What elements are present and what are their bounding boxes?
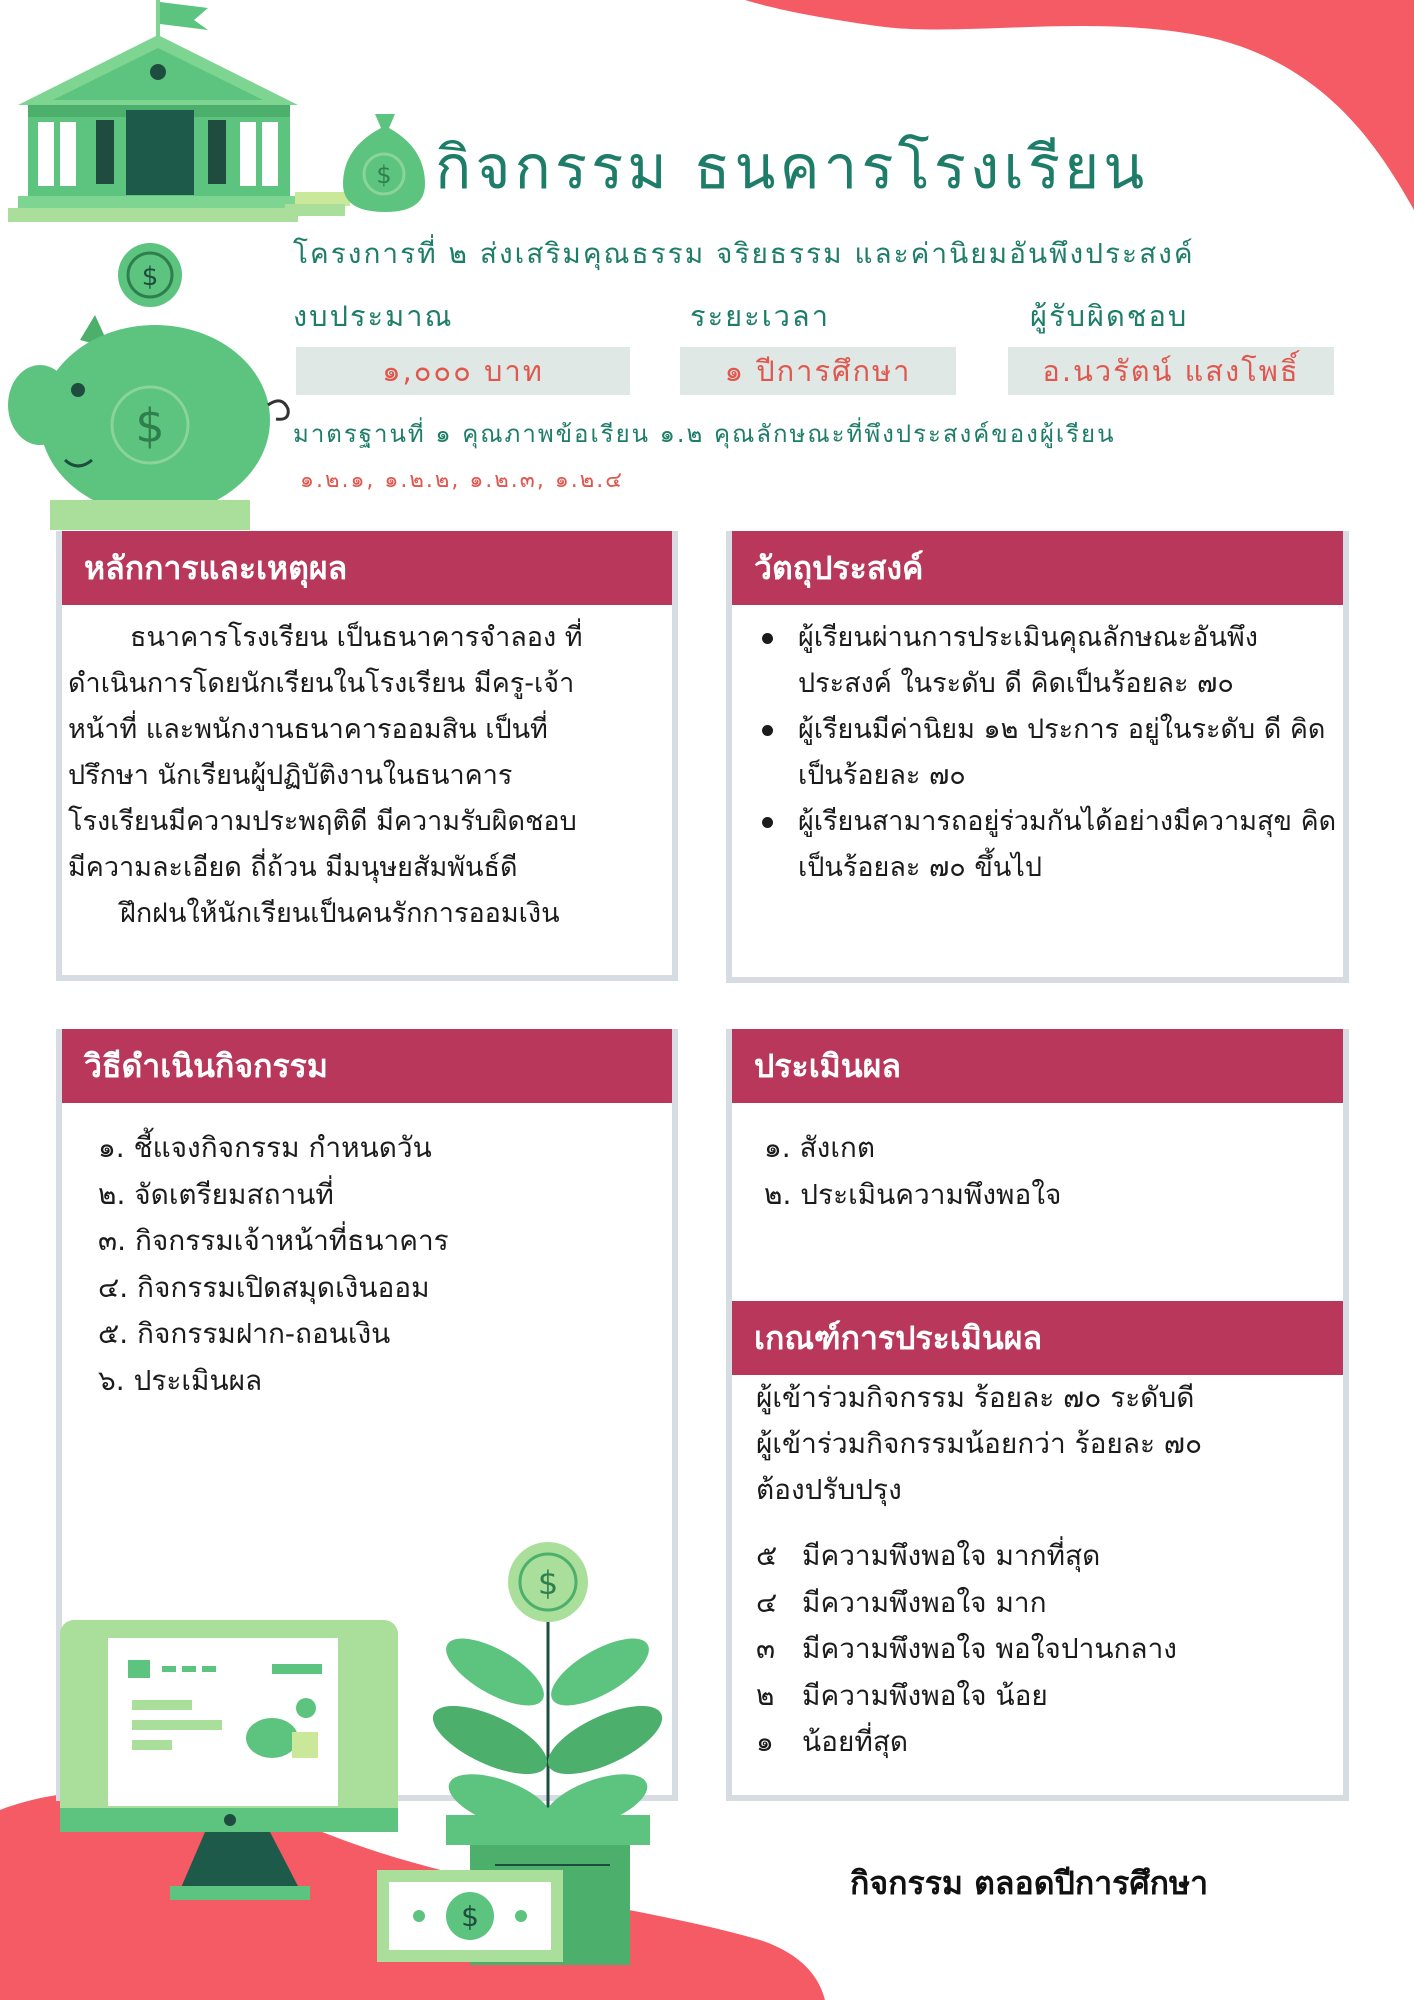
scale-level: ๕: [756, 1539, 778, 1572]
principles-panel: [56, 531, 678, 981]
scale-level: ๔: [756, 1585, 778, 1619]
scale-label: มีความพึงพอใจ น้อย: [802, 1678, 1048, 1712]
principles-heading: หลักการและเหตุผล: [62, 531, 672, 605]
objective-item: ผู้เรียนผ่านการประเมินคุณลักษณะอันพึงประสงค์ ในระดับ ดี คิดเป็นร้อยละ ๗๐: [736, 615, 1340, 707]
principles-line: หน้าที่ และพนักงานธนาคารออมสิน เป็นที่: [68, 714, 548, 745]
criteria-line: ผู้เข้าร่วมกิจกรรมน้อยกว่า ร้อยละ ๗๐: [756, 1427, 1203, 1460]
svg-text:$: $: [141, 262, 159, 292]
method-step: ๓. กิจกรรมเจ้าหน้าที่ธนาคาร: [98, 1224, 449, 1257]
principles-line: โรงเรียนมีความประพฤติดี มีความรับผิดชอบ: [68, 806, 577, 837]
evaluation-item: ๑. สังเกต: [764, 1131, 876, 1164]
criteria-text: [756, 1375, 1202, 1513]
objectives-heading: วัตถุประสงค์: [732, 531, 1343, 605]
methods-heading: วิธีดำเนินกิจกรรม: [62, 1029, 672, 1103]
svg-text:$: $: [135, 399, 165, 453]
objectives-panel: [726, 531, 1349, 983]
principles-line: มีความละเอียด ถี่ถ้วน มีมนุษยสัมพันธ์ดี: [68, 852, 518, 883]
evaluation-list: [764, 1125, 1061, 1218]
principles-line: ฝึกฝนให้นักเรียนเป็นคนรักการออมเงิน: [120, 898, 560, 929]
scale-row: [756, 1673, 1177, 1720]
criteria-heading: เกณฑ์การประเมินผล: [732, 1301, 1343, 1375]
banknote-icon: [375, 1868, 565, 1968]
scale-row: [756, 1533, 1177, 1580]
page-title: กิจกรรม ธนคารโรงเรียน: [435, 133, 1149, 203]
objectives-list: [736, 615, 1340, 891]
scale-level: ๒: [756, 1678, 775, 1712]
budget-value: ๑,๐๐๐ บาท: [296, 347, 630, 395]
method-step: ๖. ประเมินผล: [98, 1363, 263, 1397]
footer-text: กิจกรรม ตลอดปีการศึกษา: [850, 1864, 1209, 1902]
budget-label: งบประมาณ: [293, 299, 454, 333]
principles-line: ธนาคารโรงเรียน เป็นธนาคารจำลอง ที่: [130, 622, 583, 653]
owner-value: อ.นวรัตน์ แสงโพธิ์: [1008, 347, 1334, 395]
objective-item: ผู้เรียนมีค่านิยม ๑๒ ประการ อยู่ในระดับ ดี คิดเป็นร้อยละ ๗๐: [736, 707, 1340, 799]
scale-level: ๑: [756, 1725, 774, 1758]
evaluation-item: ๒. ประเมินความพึงพอใจ: [764, 1177, 1062, 1211]
scale-level: ๓: [756, 1632, 776, 1665]
principles-line: ปรึกษา นักเรียนผู้ปฏิบัติงานในธนาคาร: [68, 760, 513, 791]
money-bag-icon: [285, 100, 435, 220]
scale-label: น้อยที่สุด: [802, 1725, 909, 1758]
svg-text:$: $: [537, 1564, 559, 1602]
scale-row: [756, 1580, 1177, 1627]
project-subtitle: โครงการที่ ๒ ส่งเสริมคุณธรรม จริยธรรม และค่านิยมอันพึงประสงค์: [293, 237, 1195, 270]
method-step: ๒. จัดเตรียมสถานที่: [98, 1177, 334, 1211]
svg-text:$: $: [376, 161, 392, 189]
principles-line: ดำเนินการโดยนักเรียนในโรงเรียน มีครู-เจ้า: [68, 668, 575, 699]
scale-label: มีความพึงพอใจ พอใจปานกลาง: [802, 1632, 1177, 1665]
standard-indicators: ๑.๒.๑, ๑.๒.๒, ๑.๒.๓, ๑.๒.๔: [300, 468, 624, 493]
scale-row: [756, 1719, 1177, 1766]
method-step: ๔. กิจกรรมเปิดสมุดเงินออม: [98, 1270, 430, 1304]
satisfaction-scale: [756, 1533, 1177, 1766]
scale-label: มีความพึงพอใจ มากที่สุด: [802, 1539, 1101, 1572]
bank-building-icon: [8, 0, 298, 225]
duration-value: ๑ ปีการศึกษา: [680, 347, 956, 395]
duration-label: ระยะเวลา: [690, 299, 830, 333]
principles-body: [68, 615, 668, 937]
computer-monitor-icon: [60, 1620, 405, 1910]
scale-label: มีความพึงพอใจ มาก: [802, 1585, 1047, 1619]
standard-text: มาตรฐานที่ ๑ คุณภาพข้อเรียน ๑.๒ คุณลักษณะที่พึงประสงค์ของผู้เรียน: [293, 420, 1116, 448]
owner-label: ผู้รับผิดชอบ: [1030, 299, 1189, 333]
methods-list: [98, 1125, 449, 1404]
criteria-line: ต้องปรับปรุง: [756, 1473, 902, 1506]
criteria-line: ผู้เข้าร่วมกิจกรรม ร้อยละ ๗๐ ระดับดี: [756, 1381, 1195, 1414]
evaluation-heading: ประเมินผล: [732, 1029, 1343, 1103]
scale-row: [756, 1626, 1177, 1673]
method-step: ๕. กิจกรรมฝาก-ถอนเงิน: [98, 1317, 391, 1350]
piggy-bank-icon: [0, 230, 300, 530]
method-step: ๑. ชี้แจงกิจกรรม กำหนดวัน: [98, 1131, 432, 1164]
evaluation-panel: [726, 1029, 1349, 1801]
objective-item: ผู้เรียนสามารถอยู่ร่วมกันได้อย่างมีความสุข คิดเป็นร้อยละ ๗๐ ขึ้นไป: [736, 799, 1340, 891]
svg-text:$: $: [461, 1900, 479, 1933]
